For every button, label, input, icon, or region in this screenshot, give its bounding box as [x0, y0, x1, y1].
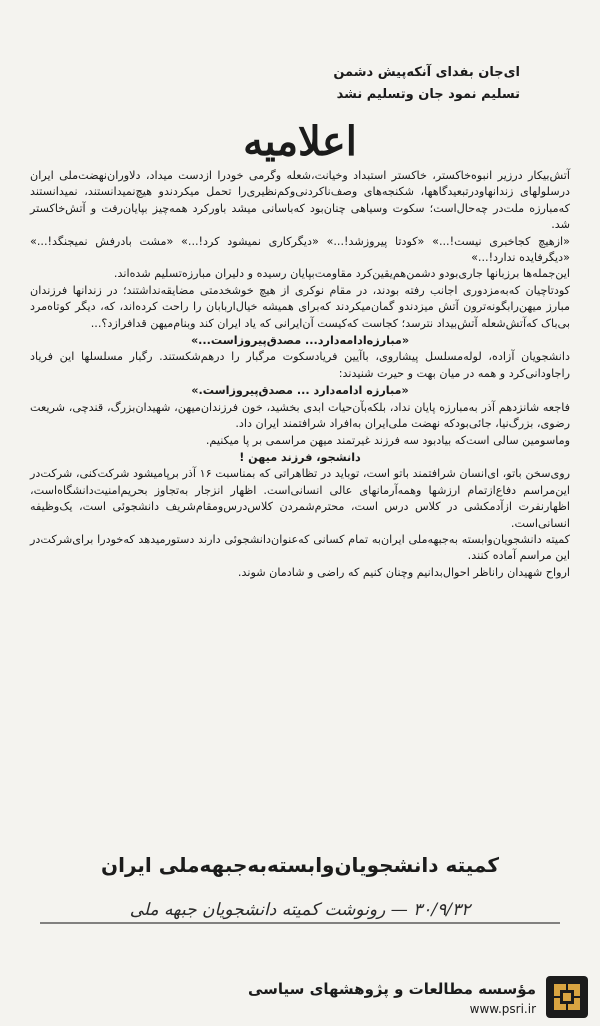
paragraph: ارواح شهیدان راناظر احوال‌بدانیم وچنان کنیم که راضی و شادمان شوند. — [237, 565, 570, 579]
slogan: «مبارزه‌ادامه‌دارد... مصدق‌پیروزاست...» — [190, 334, 410, 348]
paragraph: آتش‌بیکار درزیر انبوه‌خاکستر، خاکستر استبداد وخیانت،شعله وگرمی خودرا ازدست میداد، دلاوران‌نهضت‌ملی ایران درسلولهای زندانهاودرتبعیدگاهها، شکنجه‌های وصف‌ناکردنی‌وکم‌نظیری‌را تحمل میکردندو هیچ‌نمیدانستند، نمیدانستند که‌مبارزه ملت‌در چه‌حال‌است؛ سکوت وسیاهی چنان‌بود که‌باسانی میشد باورکرد همه‌چیز بپایان‌رفت و آتش‌خاکستر شد. — [30, 169, 570, 232]
paragraph: وما‌سومین سالی است‌که بیادبود سه فرزند غیرتمند میهن مراسمی بر پا میکنیم. — [205, 433, 570, 447]
verse-line-1: ای‌جان بفدای آنکه‌پیش دشمن — [333, 65, 520, 80]
slogan: دانشجو، فرزند میهن ! — [239, 450, 361, 464]
slogan: «مبارزه ادامه‌دارد ... مصدق‌پیروزاست.» — [191, 384, 409, 398]
paragraph: «ازهیچ کجاخبری نیست!...» «کودتا پیروزشد!...» «دیگرکاری نمیشود کرد!...» «مشت بادرفش نمیجنگد!...» «دیگرفایده ندارد!...» — [30, 234, 570, 265]
institute-url[interactable]: www.psri.ir — [469, 1002, 536, 1016]
watermark-footer — [0, 966, 600, 1026]
verse-line-2: تسلیم نمود جان وتسلیم نشد — [336, 87, 520, 102]
underline-divider — [40, 922, 560, 924]
handwritten-text: ۳۰/۹/۳۲ — رونوشت کمیته دانشجویان جبهه ملی — [129, 900, 471, 920]
institute-logo-icon — [546, 976, 588, 1018]
institute-name: مؤسسه مطالعات و پژوهشهای سیاسی — [247, 980, 536, 998]
handwritten-note — [30, 900, 570, 924]
paragraph: فاجعه شانزدهم آذر به‌مبارزه پایان نداد، بلکه‌بآن‌حیات ابدی بخشید، خون فرزندان‌میهن، شهیدان‌بزرگ، قندچی، شریعت رضوی، بزرگ‌نیا، جائی‌بودکه نهضت ملی‌ایران به‌افراد شرافتمند ایران داد. — [30, 400, 570, 431]
epigraph-verse — [220, 62, 520, 106]
paragraph: کمیته دانشجویان‌وابسته به‌جبهه‌ملی ایران‌به تمام کسانی که‌عنوان‌دانشجوئی دارند دستورمیدهد که‌خودرا برای‌شرکت‌در این مراسم آماده کنند. — [30, 532, 570, 563]
paragraph: کودتاچیان که‌به‌مزدوری اجانب رفته بودند، در مقام نوکری از هیچ خوشخدمتی مضایقه‌نداشتند؛ در زندانها فرزندان مبارز میهن‌رابگونه‌ترون آتش میزدندو گمان‌میکردند که‌برای همیشه خیال‌اربابان را راحت کرده‌اند، که، دیگر کوتاه‌مرد بی‌باک که‌آتش‌شعله آتش‌بیداد نترسد؛ کجاست که‌کیست آن‌ایرانی که یاد ایران کند وبنام‌میهن قدافرازد؟... — [30, 283, 570, 330]
document-title: اعلامیه — [243, 118, 357, 165]
document-body — [30, 168, 570, 581]
paragraph: این‌جمله‌ها برزبانها جاری‌بودو دشمن‌هم‌یقین‌کرد مقاومت‌بپایان رسیده و دلیران مبارزه‌تسلیم شده‌اند. — [113, 267, 570, 281]
paragraph: دانشجویان آزاده، لوله‌مسلسل پیشاروی، باآیین فریادسکوت مرگبار را درهم‌شکستند. رگبار مسلسلها این فریاد راجاودانی‌کرد و همه در میان بهت و حیرت شنیدند: — [30, 350, 570, 380]
paragraph: روی‌سخن باتو، ای‌انسان شرافتمند باتو است، توباید در تظاهراتی که بمناسبت ۱۶ آذر برپامیشود شرکت‌کنی، شرکت‌در این‌مراسم دفاع‌ازتمام ارزشها وهمه‌آرمانهای عالی انسانی‌است. اظهار انزجار به‌تجاوز بحریم‌امنیت‌دانشگاه‌است، اظهارنفرت ازآدمکشی در کلاس درس است، محترم‌شمردن کلاس‌درس‌ومقام‌شریف دانشجوئی است، یک‌وظیفه انسانی‌است. — [30, 467, 570, 530]
committee-signature: کمیته دانشجویان‌وابسته‌به‌جبهه‌ملی ایران — [101, 853, 499, 877]
